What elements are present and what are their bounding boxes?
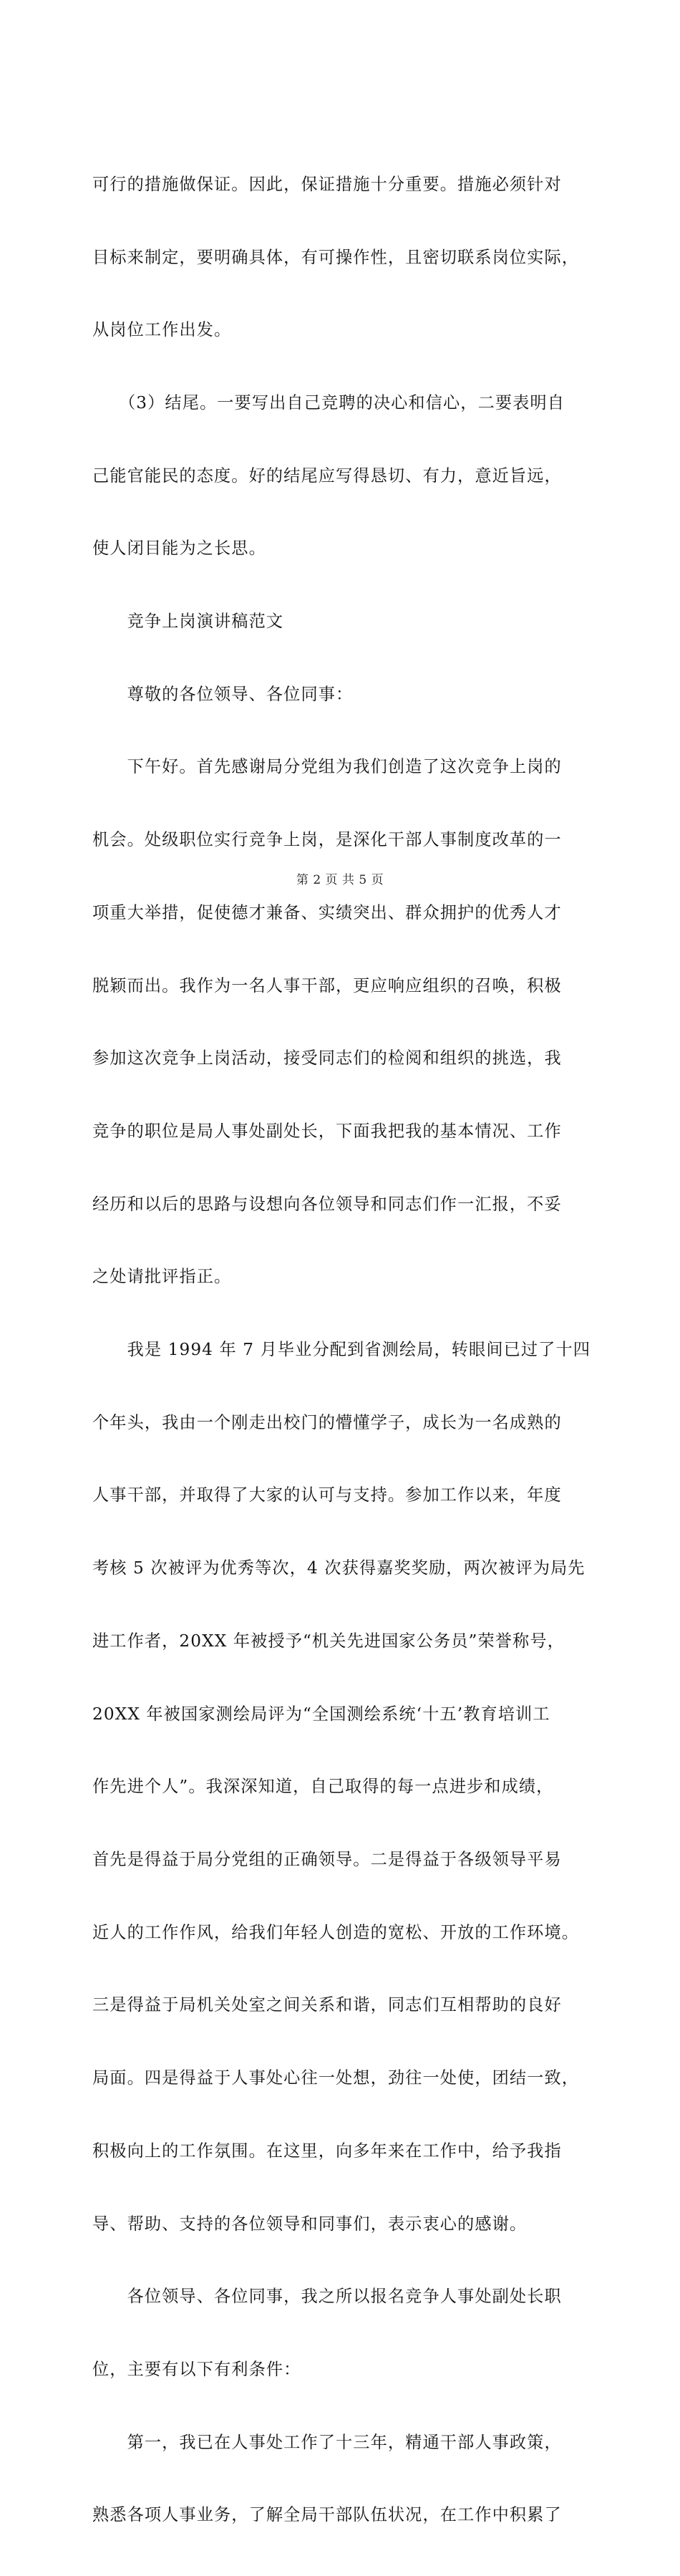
text-line: 三是得益于局机关处室之间关系和谐，同志们互相帮助的良好: [92, 1995, 562, 2015]
text-line: 脱颖而出。我作为一名人事干部，更应响应组织的召唤，积极: [92, 975, 562, 995]
text-line: 首先是得益于局分党组的正确领导。二是得益于各级领导平易: [92, 1849, 562, 1869]
text-line: 项重大举措，促使德才兼备、实绩突出、群众拥护的优秀人才: [92, 902, 562, 922]
text-line: 熟悉各项人事业务，了解全局干部队伍状况，在工作中积累了: [92, 2505, 562, 2525]
text-line: 目标来制定，要明确具体，有可操作性，且密切联系岗位实际，: [92, 247, 580, 267]
text-line: 进工作者，20XX 年被授予“机关先进国家公务员”荣誉称号，: [92, 1631, 565, 1651]
text-line: 可行的措施做保证。因此，保证措施十分重要。措施必须针对: [92, 174, 562, 194]
text-line: 己能官能民的态度。好的结尾应写得恳切、有力，意近旨远，: [92, 465, 562, 486]
text-line: 作先进个人”。我深深知道，自己取得的每一点进步和成绩，: [92, 1777, 554, 1797]
text-line: 20XX 年被国家测绘局评为“全国测绘系统‘十五’教育培训工: [92, 1704, 550, 1724]
text-line: 竞争的职位是局人事处副处长，下面我把我的基本情况、工作: [92, 1121, 562, 1141]
document-body: [92, 124, 597, 2576]
text-line: 人事干部，并取得了大家的认可与支持。参加工作以来，年度: [92, 1485, 562, 1505]
body-text: [92, 124, 597, 2576]
text-line: 参加这次竞争上岗活动，接受同志们的检阅和组织的挑选，我: [92, 1048, 562, 1068]
text-line: 导、帮助、支持的各位领导和同事们，表示衷心的感谢。: [92, 2214, 528, 2234]
text-line: 下午好。首先感谢局分党组为我们创造了这次竞争上岗的: [92, 757, 562, 777]
text-line: 经历和以后的思路与设想向各位领导和同志们作一汇报，不妥: [92, 1194, 562, 1214]
text-line: 个年头，我由一个刚走出校门的懵懂学子，成长为一名成熟的: [92, 1412, 562, 1432]
text-line: 各位领导、各位同事，我之所以报名竞争人事处副处长职: [92, 2287, 562, 2307]
text-line: （3）结尾。一要写出自己竞聘的决心和信心，二要表明自: [92, 392, 565, 413]
text-line: 我是 1994 年 7 月毕业分配到省测绘局，转眼间已过了十四: [92, 1340, 591, 1360]
text-line: 第一，我已在人事处工作了十三年，精通干部人事政策，: [92, 2432, 562, 2452]
text-line: 使人闭目能为之长思。: [92, 539, 266, 559]
text-line: 之处请批评指正。: [92, 1267, 232, 1287]
text-line: 局面。四是得益于人事处心往一处想，劲往一处使，团结一致，: [92, 2068, 580, 2088]
text-line: 从岗位工作出发。: [92, 320, 232, 340]
text-line: 位，主要有以下有利条件：: [92, 2359, 301, 2379]
page-number-footer: 第 2 页 共 5 页: [296, 873, 384, 887]
salutation: 尊敬的各位领导、各位同事：: [92, 684, 354, 704]
text-line: 考核 5 次被评为优秀等次，4 次获得嘉奖奖励，两次被评为局先: [92, 1558, 586, 1578]
section-heading: 竞争上岗演讲稿范文: [92, 612, 284, 632]
text-line: 积极向上的工作氛围。在这里，向多年来在工作中，给予我指: [92, 2141, 562, 2161]
text-line: 近人的工作作风，给我们年轻人创造的宽松、开放的工作环境。: [92, 1922, 580, 1942]
text-line: 机会。处级职位实行竞争上岗，是深化干部人事制度改革的一: [92, 830, 562, 850]
